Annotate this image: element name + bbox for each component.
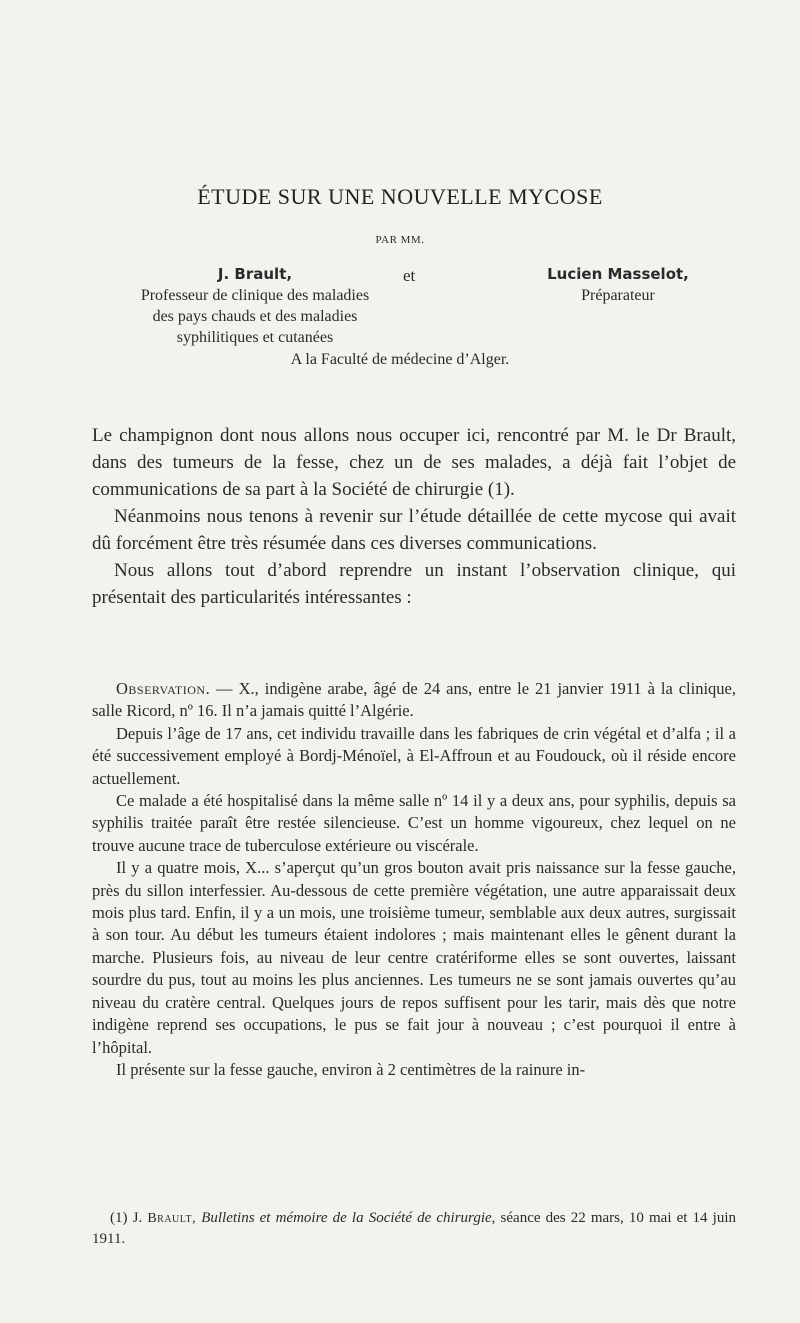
observation-first-text: — X., indigène arabe, âgé de 24 ans, entre le 21 janvier 1911 à la clinique, salle Ricord, nº 16. Il n’a jamais quitté l’Algérie. xyxy=(92,679,736,721)
intro-paragraph: Le champignon dont nous allons nous occuper ici, rencontré par M. le Dr Brault, dans des tumeurs de la fesse, chez un de ses malades, a déjà fait l’objet de communications de sa part à la Société de chirurgie (1). xyxy=(92,425,736,500)
observation-label: Observation. xyxy=(116,679,211,698)
author-left-title-line: syphilitiques et cutanées xyxy=(176,329,334,346)
intro-section xyxy=(92,422,736,611)
footnote-journal: Bulletins et mémoire de la Société de chirurgie, xyxy=(201,1210,496,1226)
author-left xyxy=(105,264,405,348)
author-left-title-line: Professeur de clinique des maladies xyxy=(140,287,370,304)
footnote xyxy=(92,1208,736,1249)
observation-paragraph: Il y a quatre mois, X... s’aperçut qu’un gros bouton avait pris naissance sur la fesse gauche, près du sillon interfessier. Au-dessous de cette première végétation, une autre apparaissait deux mois plus tard. Enfin, il y a un mois, une troisième tumeur, semblable aux deux autres, surgissait à son tour. Au début les tumeurs étaient indolores ; mais maintenant elles le gênent durant la marche. Plusieurs fois, au niveau de leur centre cratériforme elles se sont ouvertes, laissant sourdre du pus, tout au moins les plus anciennes. Les tumeurs ne se sont jamais ouvertes qu’au niveau du cratère central. Quelques jours de repos suffisent pour les tarir, mais dès que notre indigène reprend ses occupations, le pus se fait jour à nouveau ; c’est pourquoi il entre à l’hôpital. xyxy=(92,858,736,1057)
observation-paragraph: Il présente sur la fesse gauche, environ à 2 centimètres de la rainure in- xyxy=(116,1059,586,1079)
author-right xyxy=(500,264,736,306)
intro-paragraph: Néanmoins nous tenons à revenir sur l’étude détaillée de cette mycose qui avait dû forcément être très résumée dans ces diverses communications. xyxy=(92,506,736,554)
author-right-role: Préparateur xyxy=(581,287,655,304)
author-conjunction: et xyxy=(403,266,416,285)
observation-paragraph: Depuis l’âge de 17 ans, cet individu travaille dans les fabriques de crin végétal et d’alfa ; il a été successivement employé à Bordj-Ménoïel, à El-Affroun et au Foudouck, où il réside encore actuellement. xyxy=(92,723,736,788)
author-right-name: Lucien Masselot, xyxy=(547,265,689,283)
observation-paragraph: Ce malade a été hospitalisé dans la même salle nº 14 il y a deux ans, pour syphilis, depuis sa syphilis traitée paraît être restée silencieuse. C’est un homme vigoureux, chez lequel on ne trouve aucune trace de tuberculose extérieure ou viscérale. xyxy=(92,791,736,855)
article-title: ÉTUDE SUR UNE NOUVELLE MYCOSE xyxy=(197,184,603,209)
author-left-name: J. Brault, xyxy=(217,265,293,283)
observation-section xyxy=(92,678,736,1081)
footnote-author: Brault, xyxy=(147,1211,197,1226)
intro-paragraph: Nous allons tout d’abord reprendre un instant l’observation clinique, qui présentait des particularités intéressantes : xyxy=(92,560,736,608)
byline-par: PAR MM. xyxy=(375,234,425,246)
author-left-title-line: des pays chauds et des maladies xyxy=(152,308,358,325)
affiliation: A la Faculté de médecine d’Alger. xyxy=(290,351,510,368)
footnote-rest: séance des 22 mars, 10 mai et 14 juin 1911. xyxy=(92,1210,737,1247)
footnote-marker: (1) J. xyxy=(110,1210,148,1226)
observation-first-paragraph xyxy=(92,678,736,723)
